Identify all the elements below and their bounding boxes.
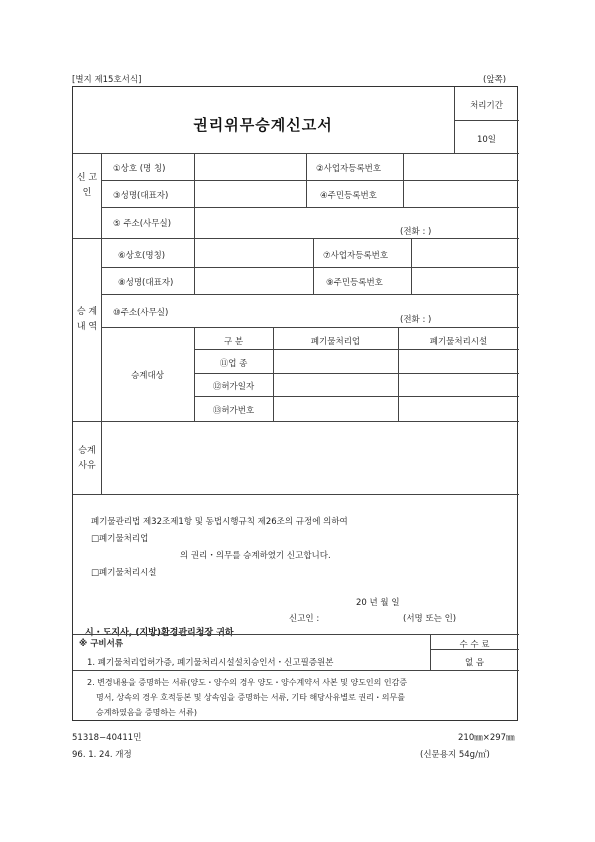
document-item-2-line-3: 승계하였음을 증명하는 서류) (96, 708, 197, 717)
document-item-2-line-2: 명서, 상속의 경우 호적등본 및 상속임을 증명하는 서류, 기타 해당사유별로 권리・의무를 (96, 693, 405, 702)
declaration-middle: 의 권리・의무를 승계하였기 신고합니다. (180, 551, 331, 561)
successor-address-field[interactable] (195, 297, 517, 325)
waste-facility-no-field[interactable] (399, 398, 517, 420)
successor-resident-no-field[interactable] (412, 270, 517, 292)
succession-target-label: 승계대상 (131, 371, 164, 381)
reporter-representative-field[interactable] (195, 183, 305, 206)
processing-period-label: 처리기간 (470, 101, 503, 111)
waste-facility-date-field[interactable] (399, 375, 517, 395)
reporter-resident-no-field[interactable] (404, 183, 517, 206)
reporter-trade-name-label: ①상호 (명 칭) (113, 164, 166, 174)
option-waste-business[interactable]: □폐기물처리업 (91, 534, 149, 544)
reporter-address-label: ⑤ 주소(사무실) (113, 219, 172, 229)
successor-representative-field[interactable] (195, 270, 311, 292)
document-item-1: 1. 폐기물처리업허가증, 폐기물처리시설설치승인서・신고필증원본 (87, 658, 334, 668)
successor-representative-label: ⑧성명(대표자) (118, 278, 174, 288)
reporter-phone: (전화 : ) (400, 227, 432, 237)
option-waste-facility[interactable]: □폐기물처리시설 (91, 568, 157, 578)
reason-label: 승계 사유 (78, 446, 96, 471)
waste-biz-date-field[interactable] (274, 375, 397, 395)
successor-biz-reg-field[interactable] (412, 241, 517, 265)
col-waste-facility: 폐기물처리시설 (429, 337, 488, 347)
document-item-2-line-1: 2. 변경내용을 증명하는 서류(양도・양수의 경우 양도・양수계약서 사본 및 양도인의 인감증 (87, 678, 408, 687)
reporter-resident-no-label: ④주민등록번호 (320, 191, 377, 201)
declaration-date: 20 년 월 일 (356, 598, 400, 608)
reporter-section-label: 신 고 인 (76, 173, 98, 198)
processing-period-days: 10일 (476, 135, 497, 145)
successor-phone: (전화 : ) (400, 315, 432, 325)
col-category: 구 분 (223, 337, 244, 347)
reporter-address-field[interactable] (195, 210, 517, 236)
successor-address-label: ⑩주소(사무실) (113, 308, 169, 318)
waste-biz-no-field[interactable] (274, 398, 397, 420)
report-form (72, 86, 518, 721)
row-business-type: ⑪업 종 (219, 359, 248, 369)
required-documents-heading: ※ 구비서류 (79, 639, 124, 649)
successor-resident-no-label: ⑨주민등록번호 (326, 278, 383, 288)
declaration-statement: 폐기물관리법 제32조제1항 및 동법시행규칙 제26조의 규정에 의하여 (91, 517, 348, 527)
reporter-biz-reg-field[interactable] (404, 156, 517, 179)
col-waste-business: 폐기물처리업 (310, 337, 361, 347)
sign-or-seal: (서명 또는 인) (403, 614, 457, 624)
successor-biz-reg-label: ⑦사업자등록번호 (323, 251, 389, 261)
fee-label: 수 수 료 (459, 640, 490, 650)
form-code: 51318−40411민 (72, 733, 142, 743)
paper-type: (신문용지 54g/㎡) (420, 750, 490, 760)
reporter-trade-name-field[interactable] (195, 156, 305, 179)
revision-date: 96. 1. 24. 개정 (72, 750, 132, 760)
reporter-sign-label: 신고인 : (289, 614, 320, 624)
row-permit-number: ⑬허가번호 (212, 406, 255, 416)
waste-biz-type-field[interactable] (274, 351, 397, 372)
reporter-biz-reg-label: ②사업자등록번호 (316, 164, 382, 174)
reason-field[interactable] (102, 424, 517, 492)
page-side: (앞쪽) (483, 75, 507, 85)
reporter-representative-label: ③성명(대표자) (113, 191, 169, 201)
addressee: 시・도지사, (지방)환경관리청장 귀하 (85, 628, 234, 638)
successor-trade-name-field[interactable] (195, 241, 311, 265)
form-title: 권리위무승계신고서 (193, 116, 333, 134)
successor-section-label: 승 계내 역 (76, 307, 98, 332)
row-permit-date: ⑫허가일자 (212, 382, 255, 392)
waste-facility-type-field[interactable] (399, 351, 517, 372)
successor-trade-name-label: ⑥상호(명칭) (118, 251, 166, 261)
paper-size: 210㎜×297㎜ (458, 733, 515, 743)
fee-value: 없 음 (464, 658, 485, 668)
form-number: [별지 제15호서식] (72, 75, 142, 85)
